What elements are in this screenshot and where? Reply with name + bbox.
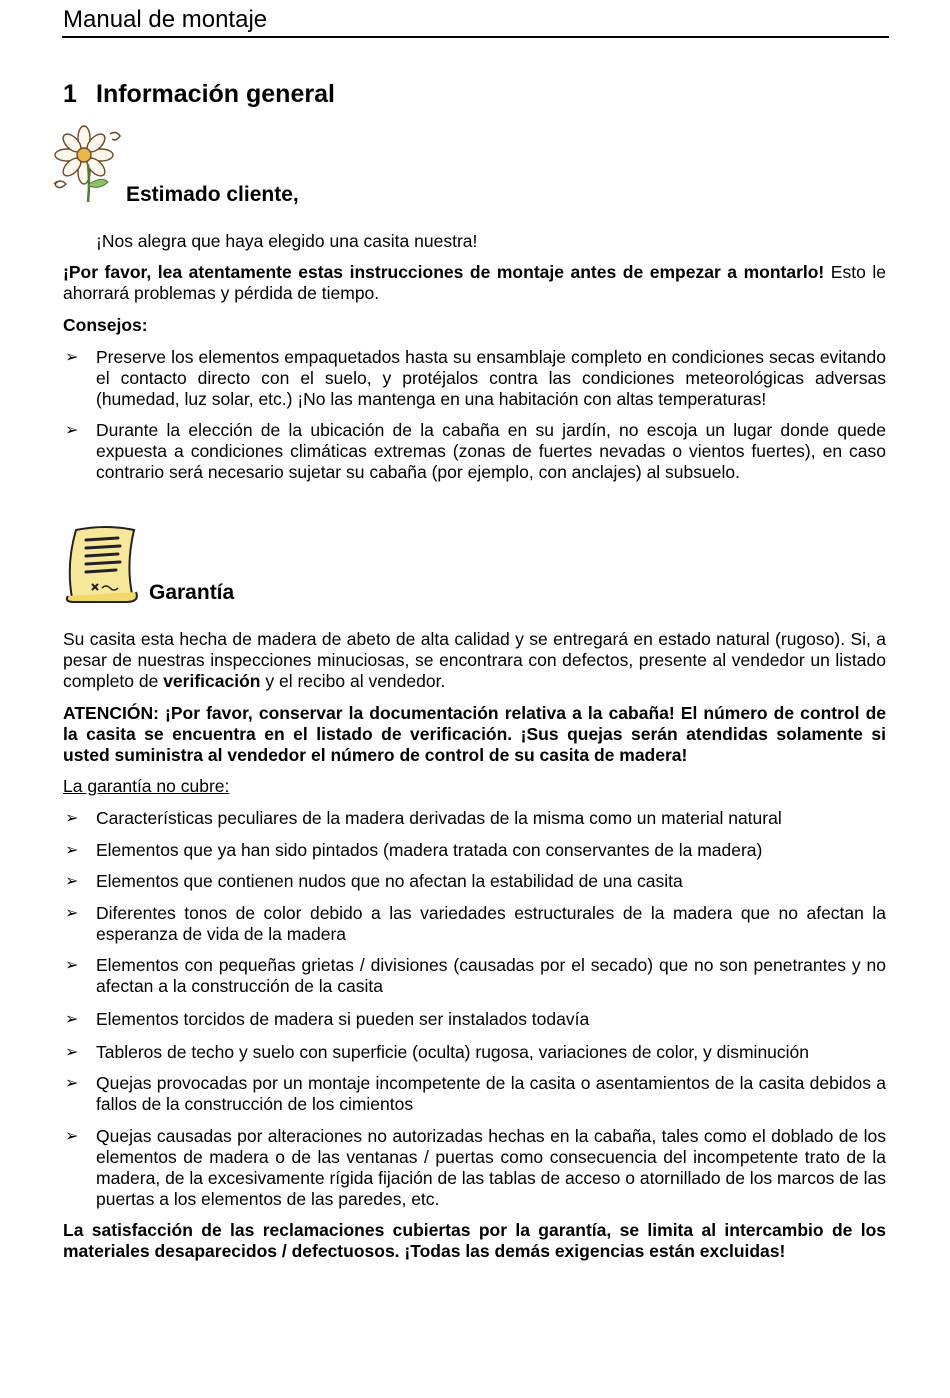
list-item: ➢ Preserve los elementos empaquetados hasta su ensamblaje completo en condiciones secas evitando el contacto directo con el suelo, y protéjalos contra las condiciones meteorológicas adversas (humedad, luz solar, etc.) ¡No las mantenga en una habitación con altas temperaturas!	[65, 347, 886, 409]
bullet-arrow-icon: ➢	[65, 349, 79, 366]
bullet-arrow-icon: ➢	[65, 957, 79, 974]
not-covered-label: La garantía no cubre:	[63, 776, 230, 796]
bullet-arrow-icon: ➢	[65, 873, 79, 890]
list-item: ➢ Elementos que ya han sido pintados (madera tratada con conservantes de la madera)	[65, 840, 763, 860]
closing-statement: La satisfacción de las reclamaciones cubiertas por la garantía, se limita al intercambio de los materiales desaparecidos / defectuosos. ¡Todas las demás exigencias están excluidas!	[63, 1220, 886, 1261]
bullet-arrow-icon: ➢	[65, 810, 79, 827]
warranty-heading: Garantía	[149, 581, 235, 604]
section-number: 1	[63, 80, 77, 108]
list-item: ➢ Quejas causadas por alteraciones no autorizadas hechas en la cabaña, tales como el doblado de los elementos de madera o de las ventanas / puertas como consecuencia del incompetente trato de la madera, de la excesivamente rígida fijación de las tablas de acceso o atornillado de los marcos de las puertas a los elementos de las paredes, etc.	[65, 1126, 886, 1209]
warranty-intro: Su casita esta hecha de madera de abeto de alta calidad y se entregará en estado natural (rugoso). Si, a pesar de nuestras inspecciones minuciosas, se encontrara con defectos, presente al vendedor un listado completo de verificación y el recibo al vendedor.	[63, 629, 886, 691]
list-item: ➢ Tableros de techo y suelo con superficie (oculta) rugosa, variaciones de color, y disminución	[65, 1042, 810, 1062]
flower-icon	[44, 124, 124, 204]
read-instructions-bold: ¡Por favor, lea atentamente estas instrucciones de montaje antes de empezar a montarlo!	[63, 262, 825, 282]
read-instructions-rest: Esto le ahorrará problemas y pérdida de tiempo.	[63, 262, 886, 303]
bullet-arrow-icon: ➢	[65, 1011, 79, 1028]
scroll-icon	[62, 524, 144, 604]
bullet-arrow-icon: ➢	[65, 1044, 79, 1061]
list-item: ➢ Características peculiares de la madera derivadas de la misma como un material natural	[65, 808, 782, 828]
list-item: ➢ Durante la elección de la ubicación de la cabaña en su jardín, no escoja un lugar donde quede expuesta a condiciones climáticas extremas (zonas de fuertes nevadas o vientos fuertes), en caso contrario será necesario sujetar su cabaña (por ejemplo, con anclajes) al subsuelo.	[65, 420, 886, 482]
list-item: ➢ Diferentes tonos de color debido a las variedades estructurales de la madera que no afectan la esperanza de vida de la madera	[65, 903, 886, 944]
read-instructions-paragraph	[63, 262, 886, 304]
welcome-text: ¡Nos alegra que haya elegido una casita nuestra!	[96, 231, 478, 251]
section-title-text: Información general	[96, 80, 335, 108]
list-item: ➢ Quejas provocadas por un montaje incompetente de la casita o asentamientos de la casita debidos a fallos de la construcción de los cimientos	[65, 1073, 886, 1114]
bullet-arrow-icon: ➢	[65, 1128, 79, 1145]
greeting-heading: Estimado cliente,	[126, 183, 299, 206]
section-title	[63, 80, 335, 109]
list-item: ➢ Elementos torcidos de madera si pueden ser instalados todavía	[65, 1009, 590, 1029]
bullet-arrow-icon: ➢	[65, 1075, 79, 1092]
bullet-arrow-icon: ➢	[65, 842, 79, 859]
bullet-arrow-icon: ➢	[65, 905, 79, 922]
tips-heading: Consejos:	[63, 315, 148, 335]
list-item: ➢ Elementos con pequeñas grietas / divisiones (causadas por el secado) que no son penetrantes y no afectan a la construcción de la casita	[65, 955, 886, 996]
list-item: ➢ Elementos que contienen nudos que no afectan la estabilidad de una casita	[65, 871, 683, 891]
header-rule	[62, 36, 889, 38]
running-header: Manual de montaje	[63, 6, 268, 33]
bullet-arrow-icon: ➢	[65, 422, 79, 439]
attention-notice: ATENCIÓN: ¡Por favor, conservar la documentación relativa a la cabaña! El número de control de la casita se encuentra en el listado de verificación. ¡Sus quejas serán atendidas solamente si usted suministra al vendedor el número de control de su casita de madera!	[63, 703, 886, 765]
